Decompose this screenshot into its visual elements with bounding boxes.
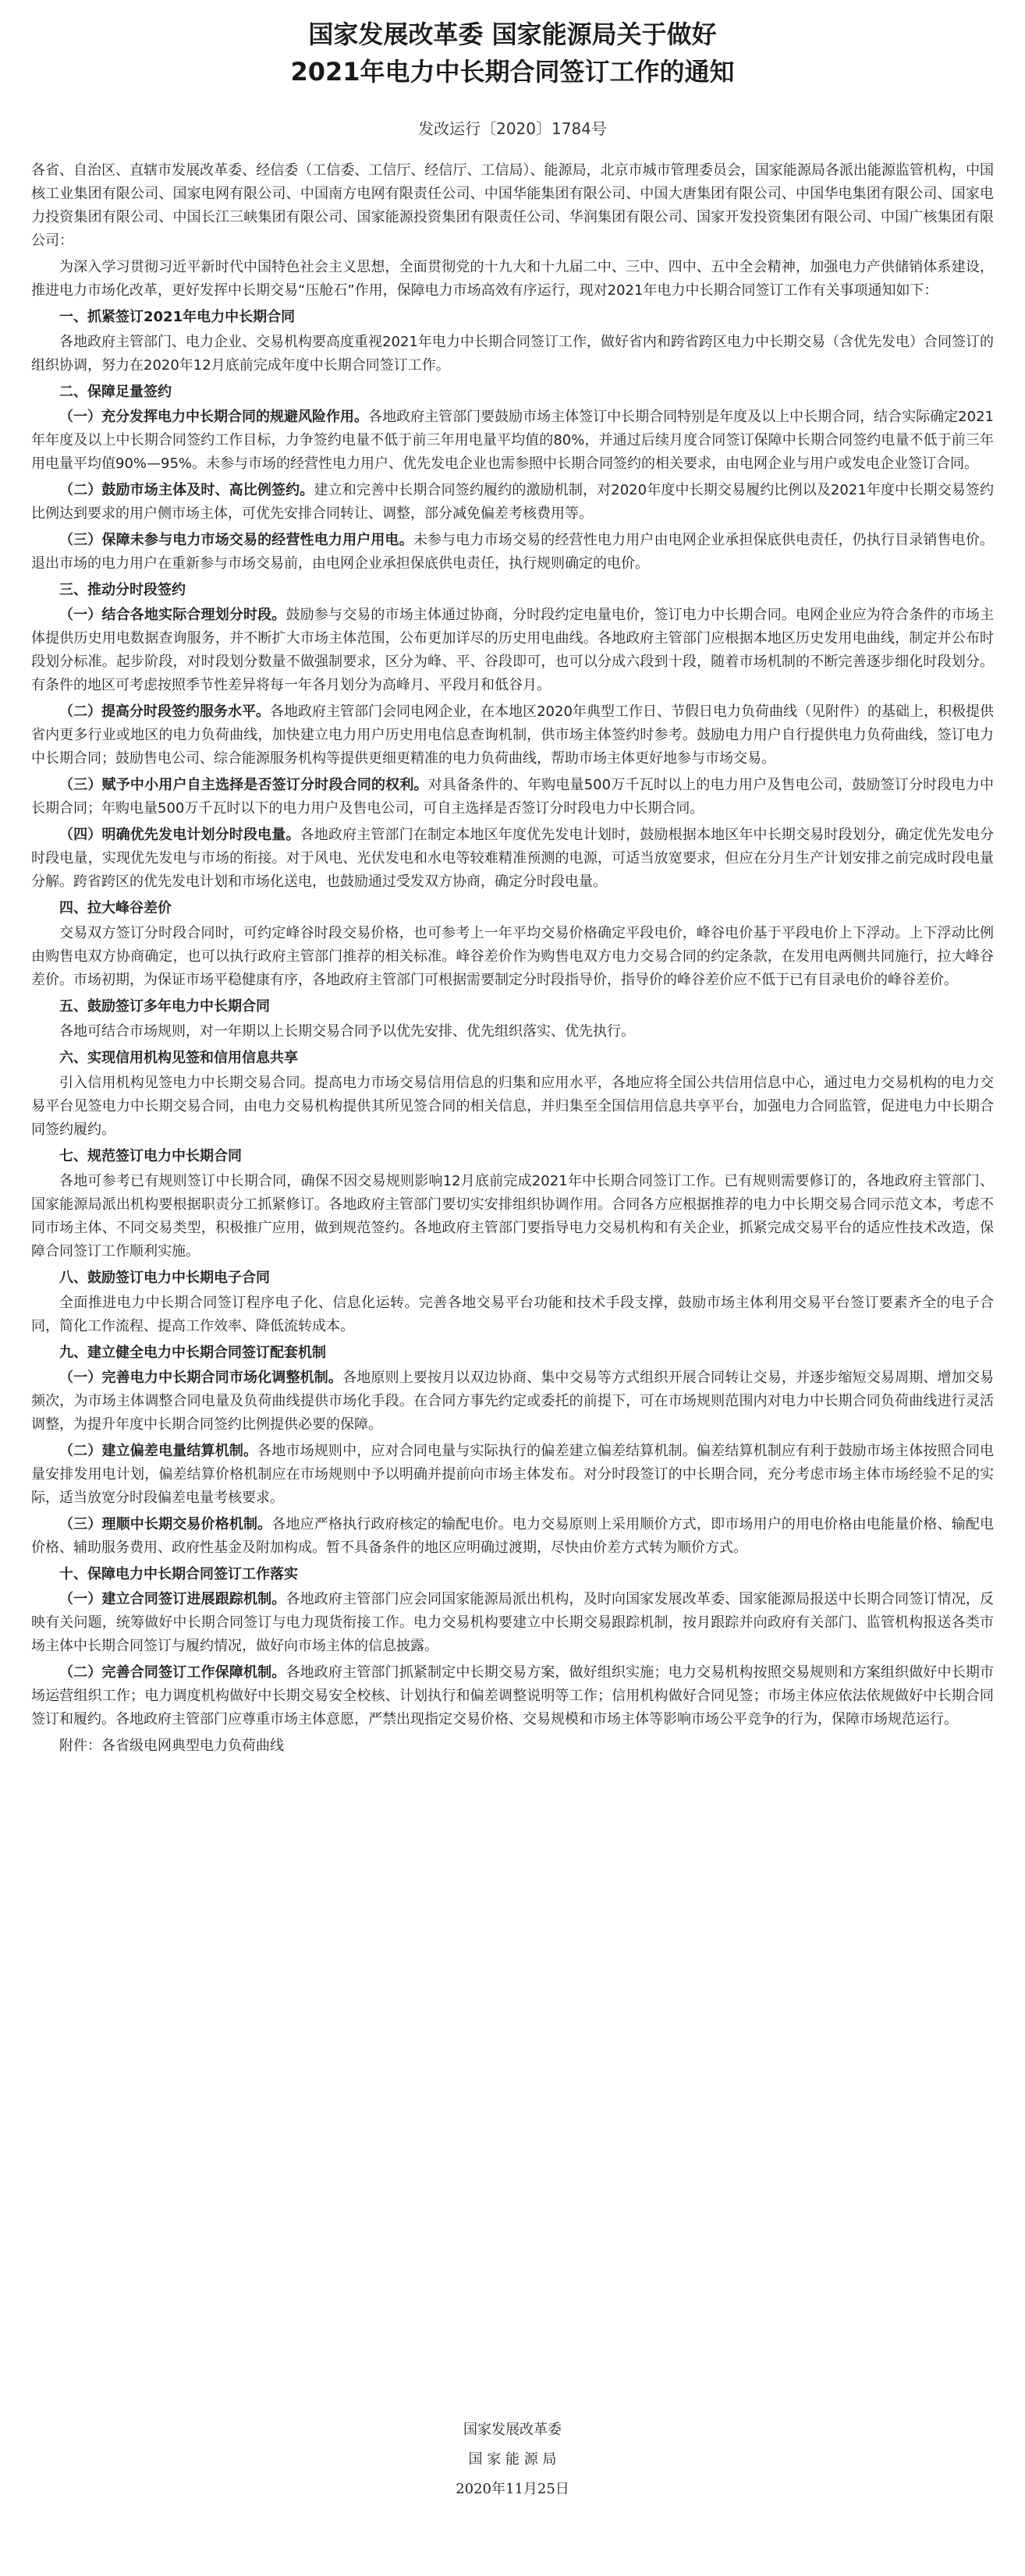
section-3-item-3-text: 对具备条件的、年购电量500万千瓦时以上的电力用户及售电公司，鼓励签订分时段电力中长期合同；年购电量500万千瓦时以下的电力用户及售电公司，可自主选择是否签订分时段电力中长期合同。: [31, 777, 994, 817]
section-8-paragraph: 全面推进电力中长期合同签订程序电子化、信息化运转。完善各地交易平台功能和技术手段支撑，鼓励市场主体利用交易平台签订要素齐全的电子合同，简化工作流程、提高工作效率、降低流转成本。: [31, 1295, 994, 1334]
signing-date: 2020年11月25日: [456, 2481, 569, 2497]
section-6-heading: 六、实现信用机构见签和信用信息共享: [59, 1050, 298, 1066]
section-9-item-2-text: 各地市场规则中，应对合同电量与实际执行的偏差建立偏差结算机制。偏差结算机制应有利于鼓励市场主体按照合同电量安排发用电计划，偏差结算价格机制应在市场规则中予以明确并提前向市场主体发布。对分时段签订的中长期合同，充分考虑市场主体市场经验不足的实际，适当放宽分时段偏差电量考核要求。: [31, 1443, 994, 1506]
section-3-item-2-heading: （二）提高分时段签约服务水平。: [59, 703, 271, 720]
section-3-item-1: [31, 604, 994, 697]
section-3-item-2-text: 各地政府主管部门会同电网企业，在本地区2020年典型工作日、节假日电力负荷曲线（见附件）的基础上，积极提供省内更多行业或地区的电力负荷曲线，加快建立电力用户历史用电信息查询机制，供市场主体签约时参考。鼓励电力用户自行提供电力负荷曲线，签订电力中长期合同；鼓励售电公司、综合能源服务机构等提供更细更精准的电力负荷曲线，帮助市场主体更好地参与市场交易。: [31, 703, 994, 767]
section-2-item-2-text: 建立和完善中长期合同签约履约的激励机制，对2020年度中长期交易履约比例以及2021年度中长期交易签约比例达到要求的用户侧市场主体，可优先安排合同转让、调整，部分减免偏差考核费用等。: [31, 482, 994, 522]
section-2-item-1: [31, 406, 994, 476]
section-3-item-4: [31, 824, 994, 894]
section-5-heading: 五、鼓励签订多年电力中长期合同: [59, 998, 270, 1015]
signing-org-nea: 国 家 能 源 局: [468, 2451, 557, 2468]
section-3-heading: 三、推动分时段签约: [59, 582, 186, 598]
section-10-item-1: [31, 1588, 994, 1658]
document-number: 发改运行〔2020〕1784号: [418, 119, 607, 138]
section-10-item-1-heading: （一）建立合同签订进展跟踪机制。: [59, 1591, 286, 1607]
section-9-item-1-text: 各地原则上要按月以双边协商、集中交易等方式组织开展合同转让交易，并逐步缩短交易周期、增加交易频次，为市场主体调整合同电量及负荷曲线提供市场化手段。在合同方事先约定或委托的前提下，可在市场规则范围内对电力中长期合同负荷曲线进行灵活调整，为提升年度中长期合同签约比例提供必要的保障。: [31, 1369, 994, 1433]
document-title: [31, 16, 994, 90]
section-4-paragraph: 交易双方签订分时段合同时，可约定峰谷时段交易价格，也可参考上一年平均交易价格确定平段电价，峰谷电价基于平段电价上下浮动。上下浮动比例由购售电双方协商确定，也可以执行政府主管部门推荐的相关标准。峰谷差价作为购售电双方电力交易合同的约定条款，在发用电两侧共同施行，拉大峰谷差价。市场初期，为保证市场平稳健康有序，各地政府主管部门可根据需要制定分时段指导价，指导价的峰谷差价应不低于已有目录电价的峰谷差价。: [31, 925, 994, 988]
section-5-paragraph: 各地可结合市场规则，对一年期以上长期交易合同予以优先安排、优先组织落实、优先执行。: [59, 1023, 635, 1040]
section-3-item-3-heading: （三）赋予中小用户自主选择是否签订分时段合同的权利。: [59, 777, 428, 793]
section-10-item-2-text: 各地政府主管部门抓紧制定中长期交易方案，做好组织实施；电力交易机构按照交易规则和方案组织做好中长期市场运营组织工作；电力调度机构做好中长期交易安全校核、计划执行和偏差调整说明等工作；信用机构做好合同见签；市场主体应依法依规做好中长期合同签订和履约。各地政府主管部门应尊重市场主体意愿，严禁出现指定交易价格、交易规模和市场主体等影响市场公平竞争的行为，保障市场规范运行。: [31, 1664, 995, 1727]
section-9-item-1-heading: （一）完善电力中长期合同市场化调整机制。: [59, 1369, 343, 1386]
section-2-item-1-text: 各地政府主管部门要鼓励市场主体签订中长期合同特别是年度及以上中长期合同，结合实际确定2021年年度及以上中长期合同签约工作目标，力争签约电量不低于前三年用电量平均值的80%，并通过后续月度合同签订保障中长期合同签约电量不低于前三年用电量平均值90%—95%。未参与市场的经营性电力用户、优先发电企业也需参照中长期合同签约的相关要求，由电网企业与用户或发电企业签订合同。: [31, 409, 994, 472]
section-9-item-3-text: 各地应严格执行政府核定的输配电价。电力交易原则上采用顺价方式，即市场用户的用电价格由电能量价格、输配电价格、辅助服务费用、政府性基金及附加构成。暂不具备条件的地区应明确过渡期，尽快由价差方式转为顺价方式。: [31, 1516, 994, 1556]
section-2-item-3-heading: （三）保障未参与电力市场交易的经营性电力用户用电。: [59, 532, 413, 548]
title-line-2: 2021年电力中长期合同签订工作的通知: [290, 57, 735, 87]
section-7-heading: 七、规范签订电力中长期合同: [59, 1148, 242, 1164]
title-line-1: 国家发展改革委 国家能源局关于做好: [308, 19, 717, 49]
section-3-item-4-heading: （四）明确优先发电计划分时段电量。: [59, 827, 300, 843]
section-9-item-3-heading: （三）理顺中长期交易价格机制。: [59, 1516, 272, 1532]
section-9-item-2-heading: （二）建立偏差电量结算机制。: [59, 1443, 258, 1459]
section-9-item-1: [31, 1366, 994, 1437]
section-9-heading: 九、建立健全电力中长期合同签订配套机制: [59, 1345, 326, 1361]
section-2-item-2-heading: （二）鼓励市场主体及时、高比例签约。: [59, 482, 314, 498]
section-2-item-3: [31, 529, 994, 576]
section-3-item-1-text: 鼓励参与交易的市场主体通过协商，分时段约定电量电价，签订电力中长期合同。电网企业应为符合条件的市场主体提供历史用电数据查询服务，并不断扩大市场主体范围，公布更加详尽的历史用电曲线。各地政府主管部门应根据本地区历史发用电曲线，制定并公布时段划分标准。起步阶段，对时段划分数量不做强制要求，区分为峰、平、谷段即可，也可以分成六段到十段，随着市场机制的不断完善逐步细化时段划分。有条件的地区可考虑按照季节性差异将每一年各月划分为高峰月、平段月和低谷月。: [31, 607, 995, 693]
section-10-heading: 十、保障电力中长期合同签订工作落实: [59, 1566, 298, 1582]
section-10-item-2: [31, 1661, 994, 1731]
section-10-item-1-text: 各地政府主管部门应会同国家能源局派出机构，及时向国家发展改革委、国家能源局报送中长期合同签订情况，反映有关问题，统筹做好中长期合同签订与电力现货衔接工作。电力交易机构要建立中长期交易跟踪机制，按月跟踪并向政府有关部门、监管机构报送各类市场主体中长期合同签订与履约情况，做好向市场主体的信息披露。: [31, 1591, 995, 1654]
section-2-heading: 二、保障足量签约: [59, 384, 172, 400]
section-8-heading: 八、鼓励签订电力中长期电子合同: [59, 1270, 270, 1286]
section-9-item-3: [31, 1513, 994, 1560]
section-3-item-2: [31, 700, 994, 771]
section-9-item-2: [31, 1440, 994, 1510]
section-7-paragraph: 各地可参考已有规则签订中长期合同，确保不因交易规则影响12月底前完成2021年中长期合同签订工作。已有规则需要修订的，各地政府主管部门、国家能源局派出机构要根据职责分工抓紧修订。各地政府主管部门要切实安排组织协调作用。合同各方应根据推荐的电力中长期交易合同示范文本，考虑不同市场主体、不同交易类型，积极推广应用，做到规范签约。各地政府主管部门要指导电力交易机构和有关企业，抓紧完成交易平台的适应性技术改造，保障合同签订工作顺利实施。: [31, 1173, 994, 1260]
section-6-paragraph: 引入信用机构见签电力中长期交易合同。提高电力市场交易信用信息的归集和应用水平，各地应将全国公共信用信息中心，通过电力交易机构的电力交易平台见签电力中长期交易合同，由电力交易机构提供其所见签合同的相关信息，并归集至全国信用信息共享平台，加强电力合同监管，促进电力中长期合同签约履约。: [31, 1075, 994, 1138]
section-3-item-4-text: 各地政府主管部门在制定本地区年度优先发电计划时，鼓励根据本地区年中长期交易时段划分，确定优先发电分时段电量，实现优先发电与市场的衔接。对于风电、光伏发电和水电等较难精准预测的电源，可适当放宽要求，但应在分月生产计划安排之前完成时段电量分解。跨省跨区的优先发电计划和市场化送电，也鼓励通过受发双方协商，确定分时段电量。: [31, 827, 995, 890]
section-2-item-1-heading: （一）充分发挥电力中长期合同的规避风险作用。: [59, 409, 369, 425]
section-2-item-3-text: 未参与电力市场交易的经营性电力用户由电网企业承担保底供电责任，仍执行目录销售电价。退出市场的电力用户在重新参与市场交易前，由电网企业承担保底供电责任，执行规则确定的电价。: [31, 532, 994, 572]
section-10-item-2-heading: （二）完善合同签订工作保障机制。: [59, 1664, 286, 1681]
section-3-item-3: [31, 774, 994, 820]
section-3-item-1-heading: （一）结合各地实际合理划分时段。: [59, 607, 286, 623]
attachment-note: 附件：各省级电网典型电力负荷曲线: [59, 1738, 284, 1754]
section-1-paragraph: 各地政府主管部门、电力企业、交易机构要高度重视2021年电力中长期合同签订工作，做好省内和跨省跨区电力中长期交易（含优先发电）合同签订的组织协调，努力在2020年12月底前完成年度中长期合同签订工作。: [31, 334, 994, 374]
intro-paragraph: 为深入学习贯彻习近平新时代中国特色社会主义思想，全面贯彻党的十九大和十九届二中、三中、四中、五中全会精神，加强电力产供储销体系建设，推进电力市场化改革，更好发挥中长期交易“压舱石”作用，保障电力市场高效有序运行，现对2021年电力中长期合同签订工作有关事项通知如下：: [31, 259, 994, 299]
signing-org-ndrc: 国家发展改革委: [463, 2422, 562, 2438]
section-2-item-2: [31, 479, 994, 526]
recipients: 各省、自治区、直辖市发展改革委、经信委（工信委、工信厅、经信厅、工信局）、能源局，北京市城市管理委员会，国家能源局各派出能源监管机构，中国核工业集团有限公司、国家电网有限公司、中国南方电网有限责任公司、中国华能集团有限公司、中国大唐集团有限公司、中国华电集团有限公司、国家电力投资集团有限公司、中国长江三峡集团有限公司、国家能源投资集团有限责任公司、华润集团有限公司、国家开发投资集团有限公司、中国广核集团有限公司：: [31, 162, 994, 249]
signature-block: [0, 2418, 1025, 2507]
section-4-heading: 四、拉大峰谷差价: [59, 900, 172, 916]
section-1-heading: 一、抓紧签订2021年电力中长期合同: [59, 309, 296, 325]
